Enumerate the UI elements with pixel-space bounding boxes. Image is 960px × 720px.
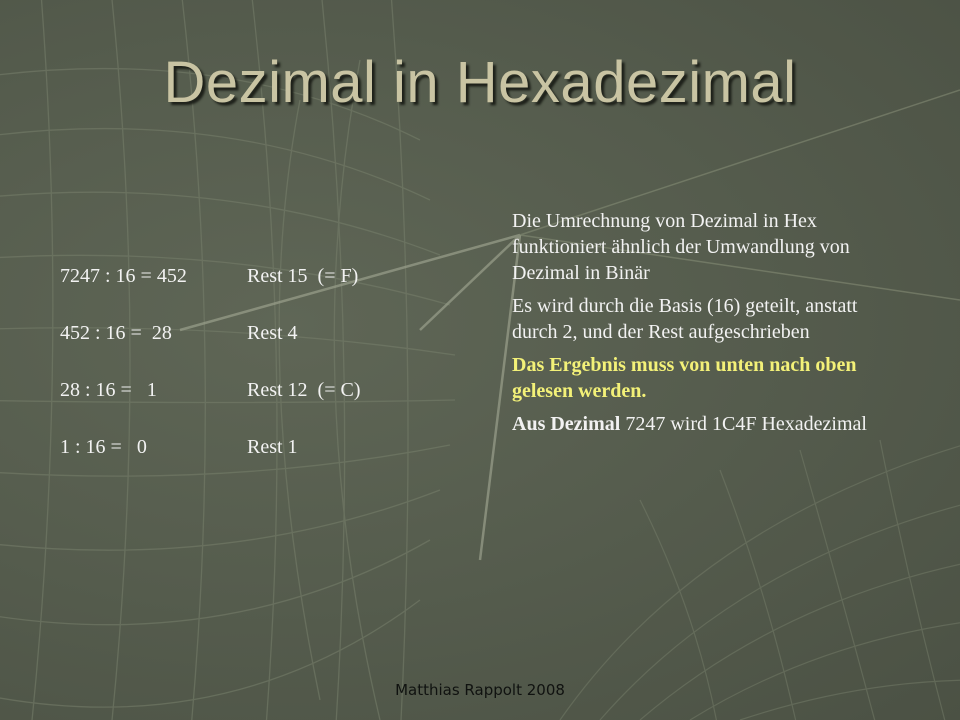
division-equation: 452 : 16 = 28 [60,322,172,344]
result-label: Aus Dezimal [512,413,621,435]
division-equation: 7247 : 16 = 452 [60,265,187,287]
result-value: 7247 wird 1C4F Hexadezimal [620,413,867,435]
division-remainder: Rest 15 (= F) [247,265,359,287]
division-equation: 28 : 16 = 1 [60,379,157,401]
result-statement [512,411,892,437]
division-remainder: Rest 4 [247,322,298,344]
division-equation: 1 : 16 = 0 [60,436,147,458]
division-remainder: Rest 1 [247,436,298,458]
division-remainder: Rest 12 (= C) [247,379,361,401]
explanation-paragraph: Die Umrechnung von Dezimal in Hex funktioniert ähnlich der Umwandlung von Dezimal in Binär [512,210,850,284]
slide-footer: Matthias Rappolt 2008 [395,681,565,699]
reading-direction-note: Das Ergebnis muss von unten nach oben gelesen werden. [512,354,857,402]
slide-title: Dezimal in Hexadezimal [163,50,797,115]
explanation-paragraph: Es wird durch die Basis (16) geteilt, anstatt durch 2, und der Rest aufgeschrieben [512,295,858,343]
explanation-text [512,208,892,444]
